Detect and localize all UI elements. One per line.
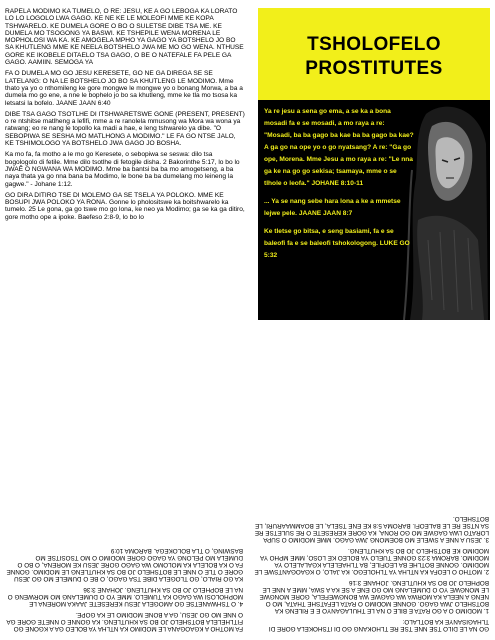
poster-panel xyxy=(258,8,490,320)
forgiveness-paragraph: DIBE TSA GAGO TSOTLHE DI ITSHWARETSWE GONE (PRESENT, PRESENT) o re ntshitse matlheng a lefifi, mme a re ranolela mmusong wa Mora wa wona ya ratwang; eo re nang le topollo ka madi a hae, e leng tshwarelo ya dibe. "O SEBOPIWA SE SESHA MO MATLHONG A MODIMO." LE FA GO NTSE JALO, KE TSHIMOLOGO YA BOTSHELO JWA GAGO JO BOSHA. xyxy=(5,110,245,148)
inverted-paragraph: GO NA LE DILO TSE NNE TSE RE TLHOKANG GO DI ITSHOKELA GORE DI TLHAGISANYE KA BOTLALO: xyxy=(268,618,489,632)
verse-john-8-7: ... Ya se nang sebe hara lona a ke a mmetse lejwe pele. JAANE JAAN 8:7 xyxy=(264,198,401,217)
prayer-paragraph: RAPELA MODIMO KA TUMELO, O RE: JESU, KE A GO LEBOGA KA LORATO LO LO LOGOLO LWA GAGO. KE NE KE LE MOLEOFI MME KE KOPA TSHWARELO. KE DUMELA GORE O BO O SULETSE DIBE TSA ME. KE DUMELA MO TSOGONG YA BASWI. KE TSHEPILE WENA MORENA LE MOPHOLOSI WA KA. KE AMOGELA MPHO YA GAGO YA BOTSHELO JO BO SA KHUTLENG MME KE NEELA BOTSHELO JWA ME MO GO WENA. NTHUSE GORE KE IKOBELE DITAELO TSA GAGO, O BE O NATEFALE FA PELE GA GAGO. AAMIIN. SEMOGA YA xyxy=(5,8,244,67)
inverted-paragraph: 1. MODIMO O A GO RATA E BILE O NA LE THULAGANYO E E RILENG KA BOTSHELO JWA GAGO. GONNE MODIMO O RATA LEFATSHE THATA, MO O NENG A NEELA KA MORWA WA GAGWE WA BONGWEFELA, GORE MONGWE LE MONGWE YO O DUMELANG MO GO ENE A SE KA A SWA, MME A NNE LE BOPHELO JO BO SA KHUTLENG. JOHANE 3:16 xyxy=(259,579,489,614)
inverted-column-left xyxy=(251,326,489,632)
inverted-lower-half xyxy=(0,322,495,636)
poster-title-line-2: PROSTITUTES xyxy=(305,58,443,79)
inverted-paragraph: KA GO RIALO, GO TLOGELA DIBE TSA GAGO, O BE O DUMELE MO GO JESU GORE O TLE O NNE LE BOTSHELO JO BO SA KHUTLENG LE MODIMO. GONNE FA O KA BOLELA KA MOLOMO WA GAGO GORE JESU KE MORENA, O BO O DUMELA MO PELONG YA GAGO GORE MODIMO O MO TSOSITSE MO BASWING, O TLA BOLOKEGA. BAROMA 10:9 xyxy=(6,547,243,582)
title-band xyxy=(258,8,490,100)
inverted-paragraph: FA MOTHO A KGAOGANA LE MODIMO KA NTLHA YA BOLEO GA A KGONE GO FITLHELELA BOTSHELO JO BO SA KHUTLENG. KA GONNE O NNETE GORE GA O NNE MO GO JESU, GA A BONE MODIMO LE KA GOPE. xyxy=(6,611,243,632)
verse-luke-5-32: Ke tletse go bitsa, e seng basiami, fa e se baleofi fa e se baleofi tshokologong. LUKE GO 5:32 xyxy=(264,228,410,259)
salvation-text-column xyxy=(5,8,245,316)
verse-john-8-10: Ya re jesu a sena go ema, a se ka a bona mosadi fa e se mosadi, a mo raya a re: "Mosadi, ba ba gago ba kae ba ba gago ba kae? A ga go na ope yo o go nyatsang? A re: "Ga go ope, Morena. Mme Jesu a mo raya a re: "Le nna ga ke na go go sekisa; tsamaya, mme o se tlhole o leofa." JOHANE 8:10-11 xyxy=(264,108,414,187)
good-works-paragraph: GO DIRA DITIRO TSE DI MOLEMO GA SE TSELA YA POLOKO. MME KE BOSUPI JWA POLOKO YA RONA. Gonne lo pholositswe ka boitshwarelo ka tumelo. 25 Le gona, ga go tswe mo go lona, ke neo ya Modimo; ga se ka ga ditiro, gore motho ope a ipoke. Baefeso 2:8-9, lo bo lo xyxy=(5,191,245,221)
poster-title-line-1: TSHOLOFELO xyxy=(307,34,441,55)
inverted-paragraph: 2. MOTHO O LEOFA KA NTLHA YA TLHOLEGO. KA JALO, O KGAOGANTSWE LE MODIMO. GONNE BOTLHE BA LEOFILE, BA TLHAELELA KGALALELO YA MODIMO. BAROMA 3:23 GONNE TUELO YA BOLEO KE LOSO, MME MPHO YA MODIMO KE BOTSHELO JO BO SA KHUTLENG. xyxy=(254,547,489,575)
inverted-paragraph: 4. O TSHWANETSE GO AMOGELA JESU KERESETE JAAKA MORENA LE MOPHOLOSI WA GAGO KA TUMELO. MME YO O DUMELANG MO MORWENG O NA LE BOPHELO JO BO SA KHUTLENG. JOHANE 3:36 xyxy=(7,586,243,607)
inverted-paragraph: 3. JESU A NNE A SWELE MO BOEMONG JWA GAGO. MME MODIMO O SUPA LORATO LWA GAGWE MO GO RONA, KA GORE KERESETE O RE SULETSE RE SA NTSE RE LE BALEOFI. BAROMA 5:8 KE ENE TSELA, LE BOAMMAARURI, LE BOTSHELO. xyxy=(254,515,489,543)
assurance-paragraph: FA O DUMELA MO GO JESU KERESETE, GO NE GA DIREGA SE SE LATELANG: O NA LE BOTSHELO JO BO SA KHUTLENG LE MODIMO. Mme thato ya yo o nthomileng ke gore mongwe le mongwe yo o bonang Morwa, a ba a dumela mo go ene, a nne le bophelo jo bo sa khutleng, mme ke tla mo tsosa ka letsatsi la bofelo. JAANE JAAN 6:40 xyxy=(5,70,243,107)
scripture-verses xyxy=(264,106,414,268)
new-creation-paragraph: Ka mo fa, fa motho a le mo go Keresete, o sebopiwa se seswa: dilo tsa bogologolo di fetile. Mme dilo tsotlhe di fetogile disha. 2 Bakorinthe 5:17, lo bo lo JWAÊ O NGWANA WA MODIMO. Mme ba bantsi ba ba mo amogetseng, a ba naya thata ya go nna bana ba Modimo, le bone ba ba dumelang mo leineng la gagwe." - Johane 1:12. xyxy=(5,151,240,188)
inverted-column-right xyxy=(5,326,243,632)
